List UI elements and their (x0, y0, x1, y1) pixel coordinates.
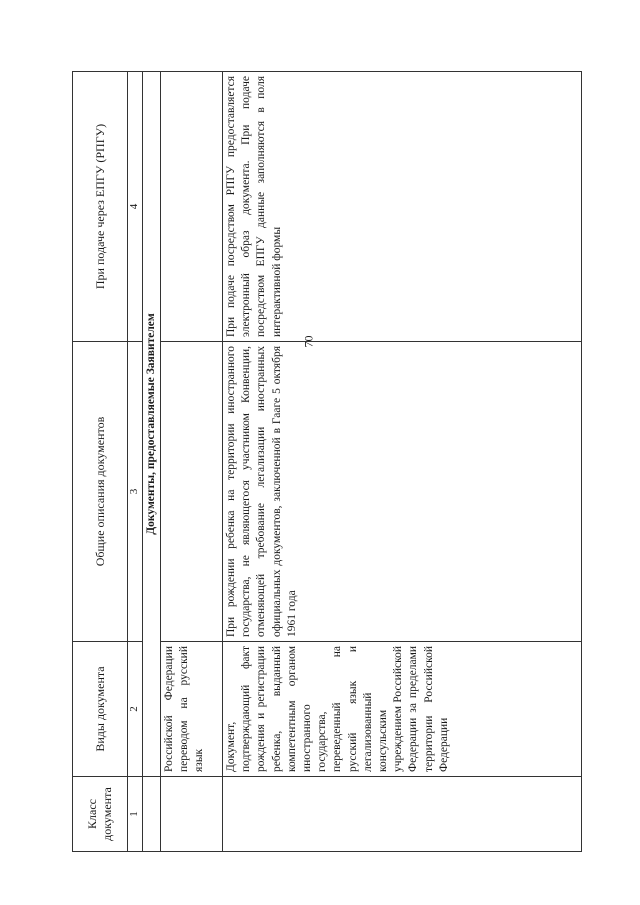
column-number: 3 (128, 342, 143, 642)
column-number: 4 (128, 72, 143, 342)
column-number: 2 (128, 642, 143, 777)
section-spacer (143, 777, 161, 852)
column-number: 1 (128, 777, 143, 852)
column-number-row (128, 72, 143, 852)
document-description-cell: При рождении ребенка на территории иностранного государства, не являющегося участником Конвенции, отменяющей требование легализации иностранных официальных документов, заключенной в Гааге 5 октября 1961 года (223, 342, 582, 642)
column-header: При подаче через ЕПГУ (РПГУ) (73, 72, 128, 342)
document-description-cell (161, 342, 223, 642)
column-header: Общие описания документов (73, 342, 128, 642)
header-row (73, 72, 128, 852)
section-row (143, 72, 161, 852)
documents-table (72, 71, 582, 852)
column-header: Класс документа (73, 777, 128, 852)
document-class-cell (223, 777, 582, 852)
page-number: 70 (301, 335, 316, 348)
document-kind-cell: Документ, подтверждающий факт рождения и регистрации ребенка, выданный компетентным органом иностранного государства, переведенный на русский язык и легализованный консульским учреждением Российской Федерации за пределами территории Российской Федерации (223, 642, 582, 777)
document-class-cell (161, 777, 223, 852)
table-row (223, 72, 582, 852)
section-title: Документы, предоставляемые Заявителем (143, 72, 161, 777)
rotated-table-wrapper (72, 72, 582, 852)
submission-cell (161, 72, 223, 342)
table-row (161, 72, 223, 852)
document-kind-cell: Российской Федерации переводом на русский язык (161, 642, 223, 777)
column-header: Виды документа (73, 642, 128, 777)
submission-cell: При подаче посредством РПГУ предоставляется электронный образ документа. При подаче посредством ЕПГУ данные заполняются в поля интерактивной формы (223, 72, 582, 342)
